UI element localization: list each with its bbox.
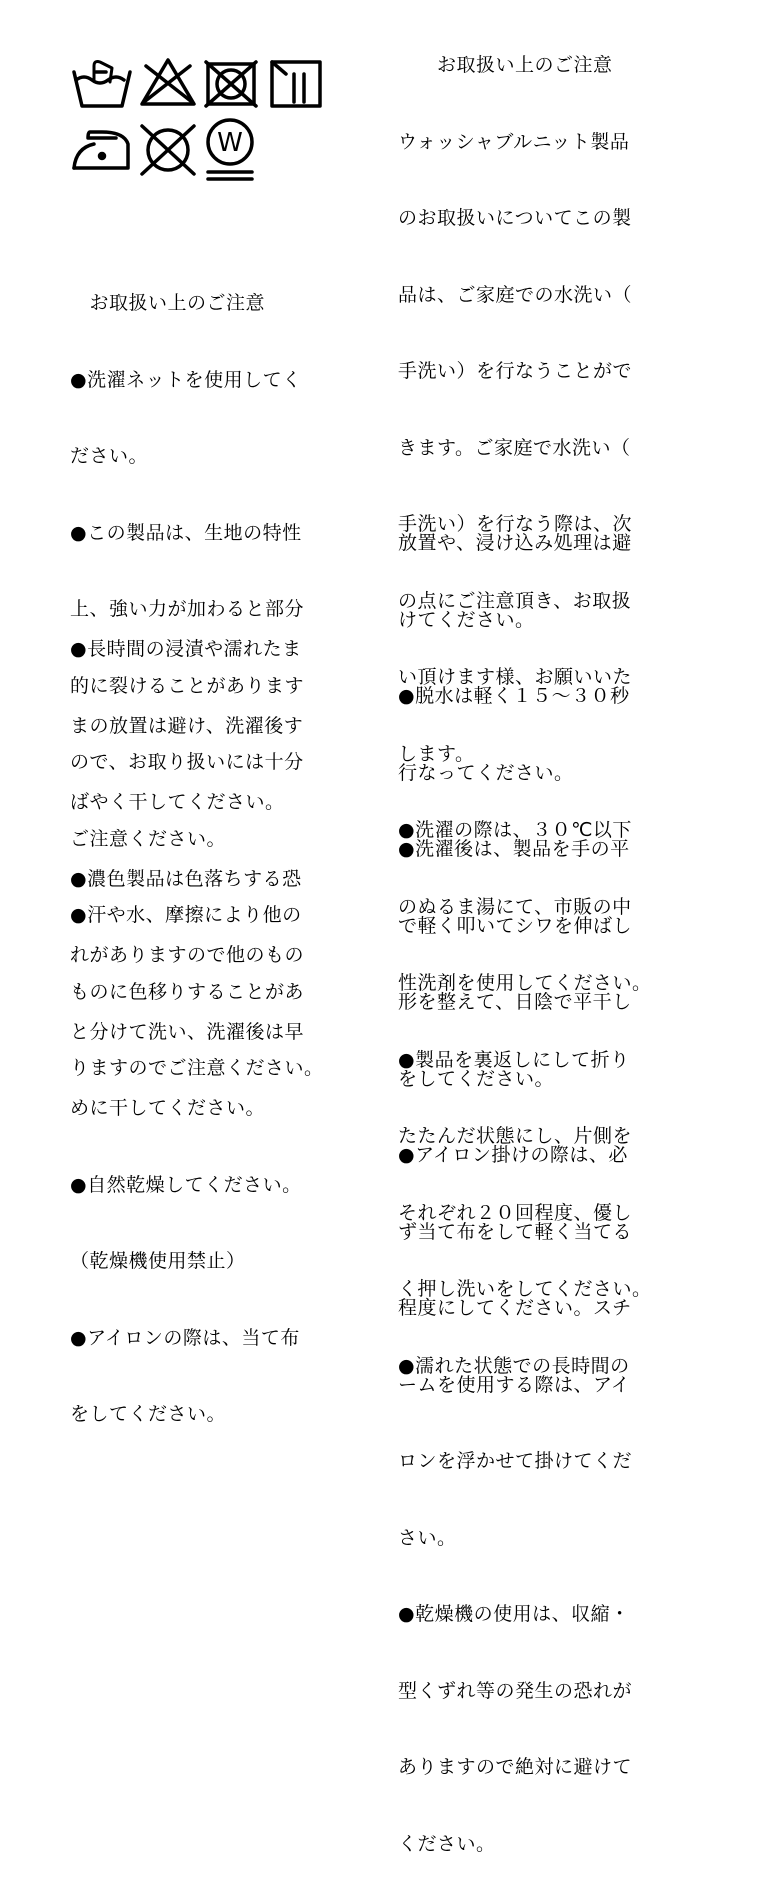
text-line: ばやく干してください。	[70, 791, 285, 813]
text-line: ず当て布をして軽く当てる	[398, 1220, 633, 1243]
no-dry-clean-icon	[142, 126, 194, 174]
text-line: く押し洗いをしてください。	[398, 1278, 652, 1300]
text-line: れがありますので他のもの	[70, 944, 305, 966]
text-line: ご注意ください。	[70, 827, 227, 850]
no-tumble-dry-icon	[206, 62, 256, 106]
text-line: ●乾燥機の使用は、収縮・	[398, 1603, 630, 1625]
text-line: をしてください。	[70, 1403, 227, 1425]
left-bottom-text	[70, 586, 304, 1453]
text-line: ●長時間の浸漬や濡れたま	[70, 638, 302, 660]
text-line: ●脱水は軽く１５～３０秒	[398, 685, 630, 707]
text-line: ●アイロンの際は、当て布	[70, 1326, 300, 1349]
text-line: ●アイロン掛けの際は、必	[398, 1144, 628, 1166]
text-line: をしてください。	[398, 1067, 555, 1090]
text-line: ●自然乾燥してください。	[70, 1173, 302, 1196]
text-line: 性洗剤を使用してください。	[398, 972, 652, 994]
text-line: 放置や、浸け込み処理は避	[398, 532, 632, 554]
text-line: のぬるま湯にて、市販の中	[398, 895, 632, 918]
wet-clean-letter: W	[217, 128, 243, 158]
text-line: りますのでご注意ください。	[70, 1057, 324, 1079]
text-line: ください。	[398, 1832, 496, 1855]
text-line: します。	[398, 742, 475, 765]
hand-wash-basin-icon	[74, 62, 130, 107]
text-line: 型くずれ等の発生の恐れが	[398, 1679, 633, 1702]
line-dry-shade-icon	[272, 62, 320, 106]
care-symbols-svg	[72, 58, 342, 182]
text-line: まの放置は避け、洗濯後す	[70, 714, 304, 737]
text-line: めに干してください。	[70, 1097, 266, 1119]
text-line: ださい。	[70, 445, 149, 467]
text-line: 手洗い）を行なうことがで	[398, 360, 633, 382]
text-line: ロンを浮かせて掛けてくだ	[398, 1450, 633, 1472]
text-line: 程度にしてください。スチ	[398, 1297, 632, 1319]
text-line: 形を整えて、日陰で平干し	[398, 991, 632, 1013]
right-bottom-text	[398, 480, 632, 1883]
text-line: けてください。	[398, 608, 535, 631]
text-line: ●洗濯ネットを使用してく	[70, 368, 302, 391]
text-line: ●洗濯の際は、３０℃以下	[398, 819, 632, 841]
text-line: と分けて洗い、洗濯後は早	[70, 1020, 305, 1043]
text-line: たたんだ状態にし、片側を	[398, 1125, 633, 1147]
text-line: ●汗や水、摩擦により他の	[70, 904, 302, 926]
text-line: の点にご注意頂き、お取扱	[398, 589, 632, 612]
care-symbols	[72, 58, 342, 182]
text-line: ームを使用する際は、アイ	[398, 1373, 631, 1396]
right-top-heading: お取扱い上のご注意	[398, 54, 613, 76]
text-line: ●この製品は、生地の特性	[70, 521, 302, 544]
text-line: 品は、ご家庭での水洗い（	[398, 283, 633, 306]
text-line: ので、お取り扱いには十分	[70, 751, 304, 773]
text-line: 手洗い）を行なう際は、次	[398, 513, 633, 535]
no-bleach-triangle-icon	[142, 60, 194, 104]
text-line: ありますので絶対に避けて	[398, 1756, 633, 1778]
text-line: ●洗濯後は、製品を手の平	[398, 838, 630, 860]
text-line: それぞれ２０回程度、優し	[398, 1201, 633, 1224]
text-line: ウォッシャブルニット製品	[398, 130, 630, 153]
text-line: ものに色移りすることがあ	[70, 980, 305, 1003]
text-line: 的に裂けることがあります	[70, 674, 305, 697]
text-line: ●製品を裏返しにして折り	[398, 1048, 630, 1071]
iron-low-icon	[74, 132, 128, 168]
text-line: のお取扱いについてこの製	[398, 207, 632, 229]
text-line: （乾燥機使用禁止）	[70, 1250, 246, 1272]
text-line: きます。ご家庭で水洗い（	[398, 436, 631, 459]
text-line: 行なってください。	[398, 761, 574, 784]
text-line: ●濡れた状態での長時間の	[398, 1354, 630, 1377]
text-line: い頂けます様、お願いいた	[398, 666, 633, 688]
text-line: で軽く叩いてシワを伸ばし	[398, 914, 633, 937]
left-top-heading: お取扱い上のご注意	[70, 292, 266, 314]
text-line: 上、強い力が加わると部分	[70, 598, 305, 620]
text-line: ●濃色製品は色落ちする恐	[70, 867, 302, 890]
text-line: さい。	[398, 1526, 457, 1549]
